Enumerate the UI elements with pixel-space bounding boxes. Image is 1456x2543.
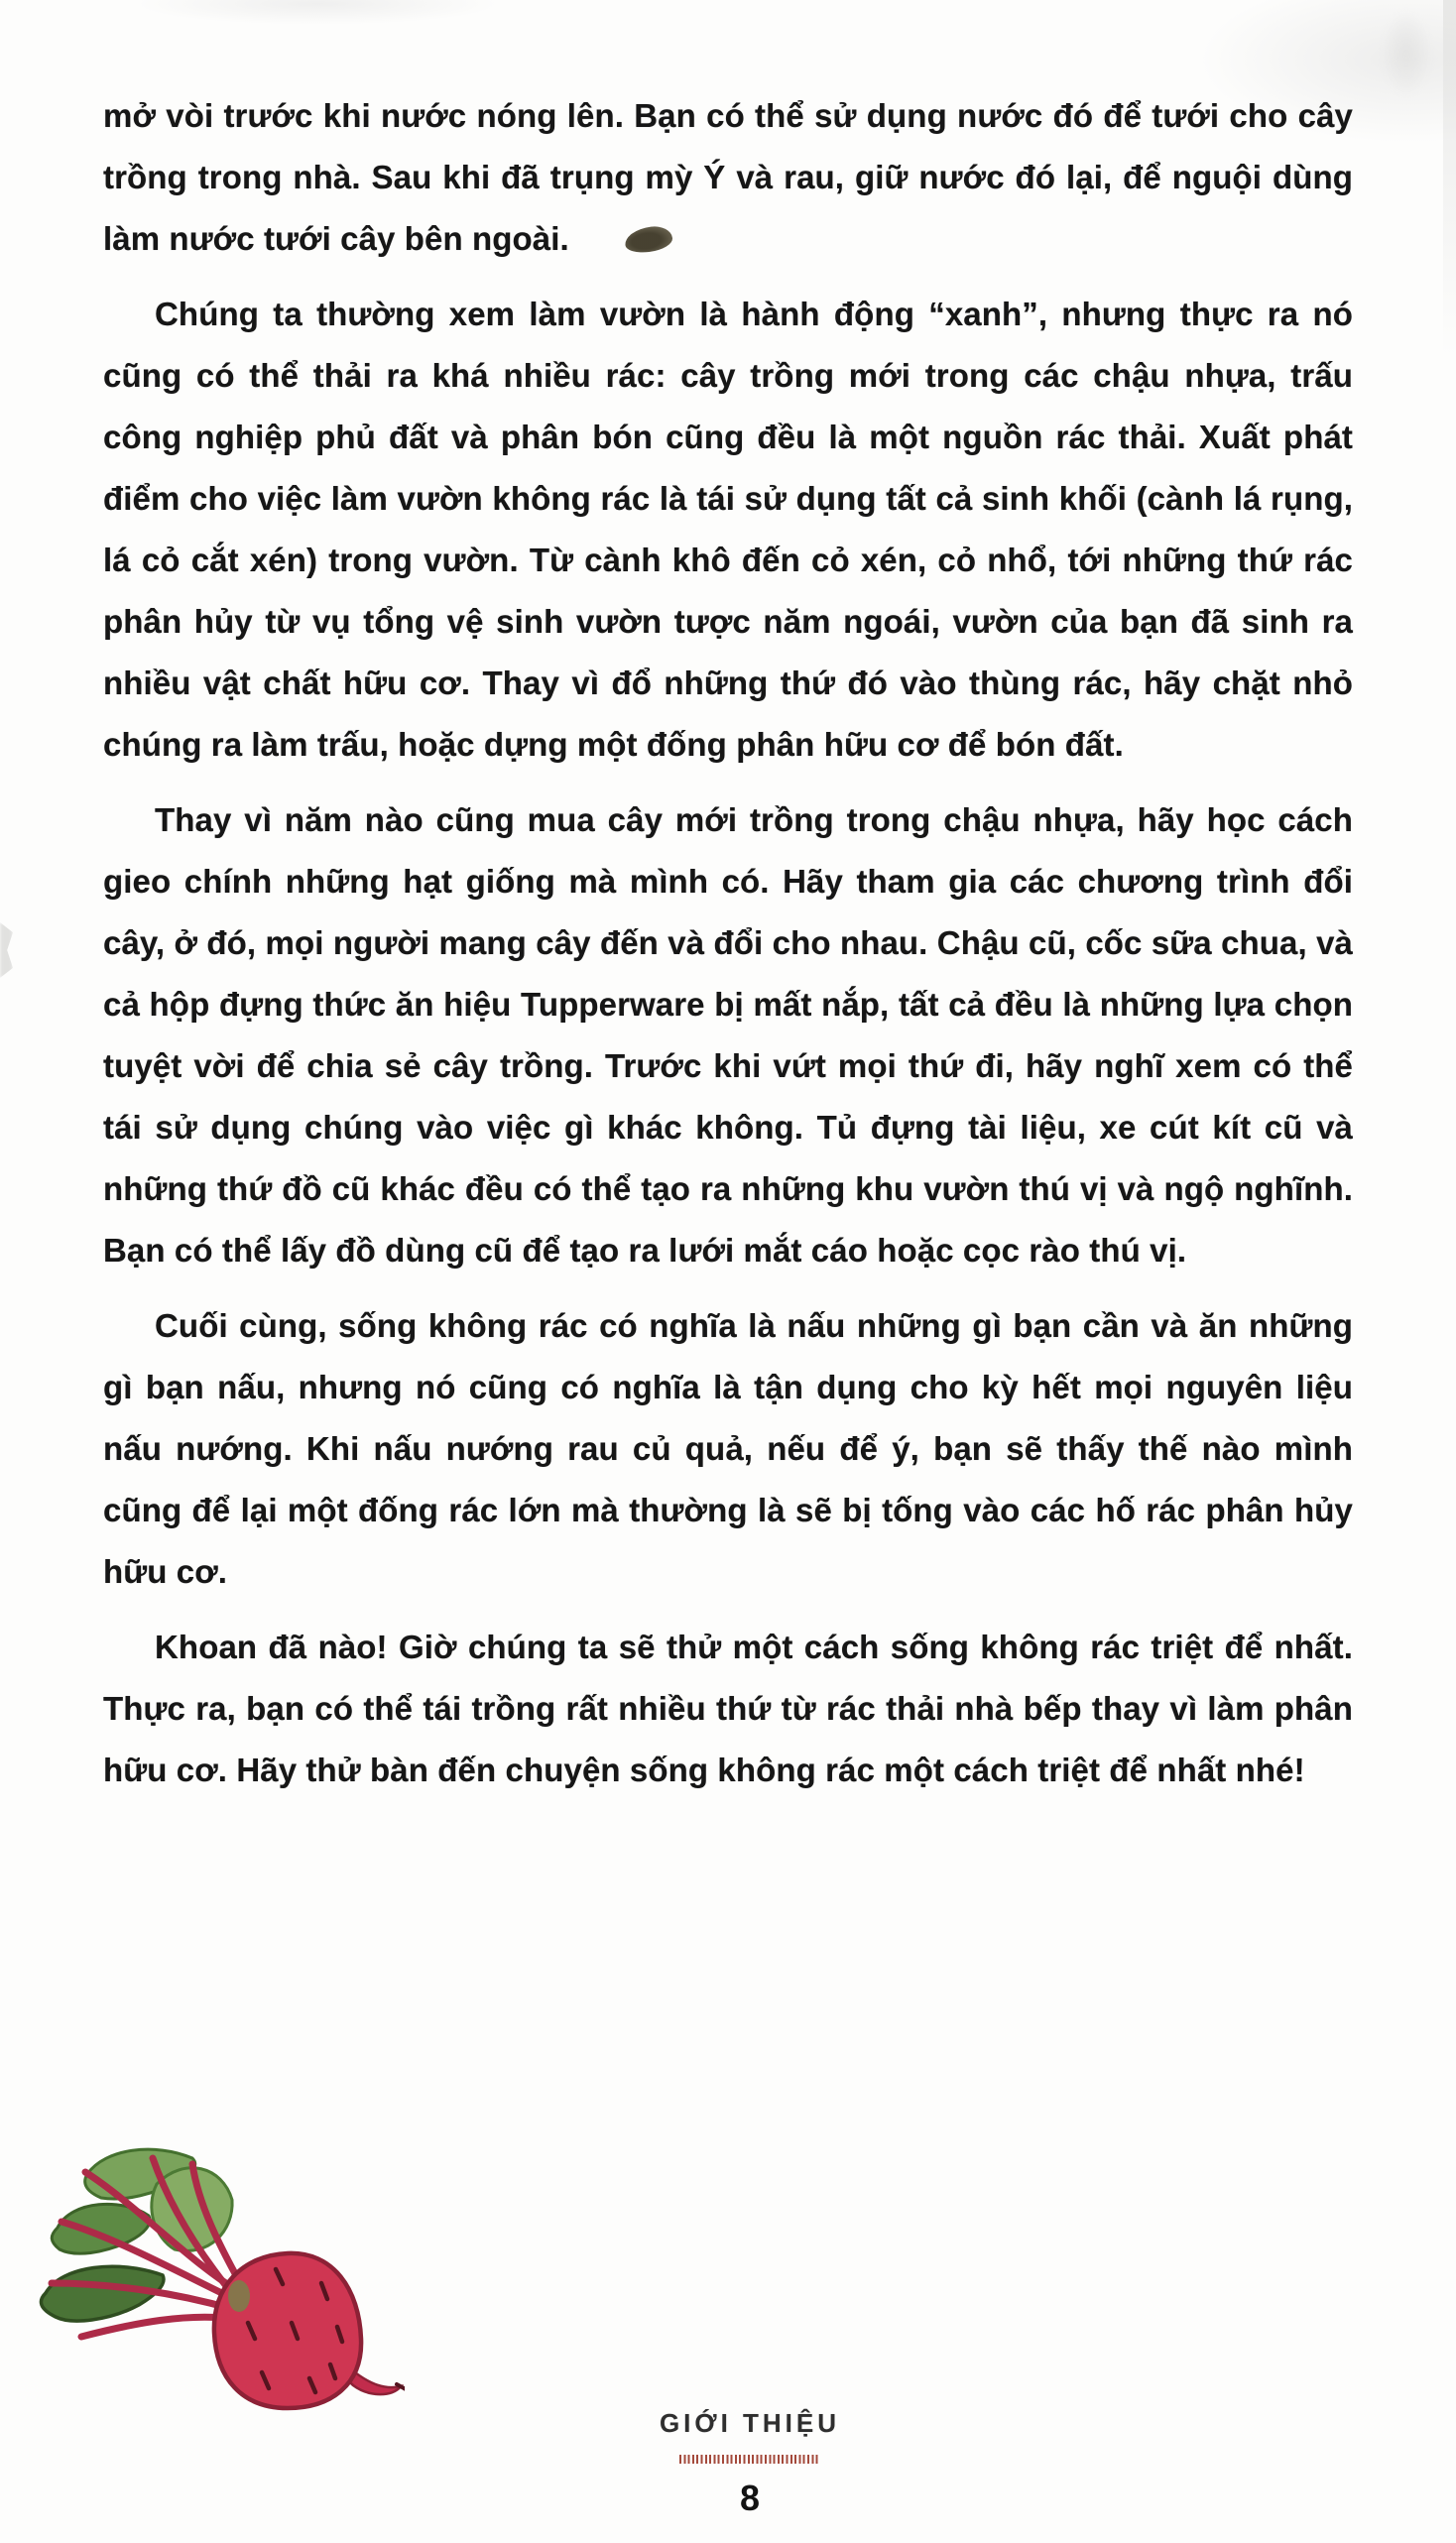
radish-illustration xyxy=(28,2142,405,2418)
section-label: GIỚI THIỆU xyxy=(659,2408,841,2438)
paragraph-text: Cuối cùng, sống không rác có nghĩa là nấu những gì bạn cần và ăn những gì bạn nấu, nhưng nó cũng có nghĩa là tận dụng cho kỳ hết mọi nguyên liệu nấu nướng. Khi nấu nướng rau củ quả, nếu để ý, bạn sẽ thấy thế nào mình cũng để lại một đống rác lớn mà thường là sẽ bị tống vào các hố rác phân hủy hữu cơ. xyxy=(103,1307,1353,1590)
scan-mark-artifact xyxy=(0,922,13,978)
paragraph xyxy=(103,1295,1353,1603)
paragraph-text: Thay vì năm nào cũng mua cây mới trồng trong chậu nhựa, hãy học cách gieo chính những hạt giống mà mình có. Hãy tham gia các chương trình đổi cây, ở đó, mọi người mang cây đến và đổi cho nhau. Chậu cũ, cốc sữa chua, và cả hộp đựng thức ăn hiệu Tupperware bị mất nắp, tất cả đều là những lựa chọn tuyệt vời để chia sẻ cây trồng. Trước khi vứt mọi thứ đi, hãy nghĩ xem có thể tái sử dụng chúng vào việc gì khác không. Tủ đựng tài liệu, xe cút kít cũ và những thứ đồ cũ khác đều có thể tạo ra những khu vườn thú vị và ngộ nghĩnh. Bạn có thể lấy đồ dùng cũ để tạo ra lưới mắt cáo hoặc cọc rào thú vị. xyxy=(103,801,1353,1269)
paragraph-text: mở vòi trước khi nước nóng lên. Bạn có thể sử dụng nước đó để tưới cho cây trồng trong nhà. Sau khi đã trụng mỳ Ý và rau, giữ nước đó lại, để nguội dùng làm nước tưới cây bên ngoài. xyxy=(103,97,1353,257)
radish-stem-base xyxy=(228,2280,250,2312)
radish-icon xyxy=(28,2142,405,2418)
paragraph-text: Chúng ta thường xem làm vườn là hành động “xanh”, nhưng thực ra nó cũng có thể thải ra khá nhiều rác: cây trồng mới trong các chậu nhựa, trấu công nghiệp phủ đất và phân bón cũng đều là một nguồn rác thải. Xuất phát điểm cho việc làm vườn không rác là tái sử dụng tất cả sinh khối (cành lá rụng, lá cỏ cắt xén) trong vườn. Từ cành khô đến cỏ xén, cỏ nhổ, tới những thứ rác phân hủy từ vụ tổng vệ sinh vườn tược năm ngoái, vườn của bạn đã sinh ra nhiều vật chất hữu cơ. Thay vì đổ những thứ đó vào thùng rác, hãy chặt nhỏ chúng ra làm trấu, hoặc dựng một đống phân hữu cơ để bón đất. xyxy=(103,296,1353,763)
page-footer xyxy=(551,2408,948,2519)
paragraph xyxy=(103,1617,1353,1801)
paragraph xyxy=(103,789,1353,1281)
footer-rule xyxy=(679,2455,820,2464)
paragraph xyxy=(103,284,1353,776)
text-column xyxy=(103,85,1353,1801)
page-number: 8 xyxy=(739,2478,761,2518)
scan-smudge-artifact xyxy=(1381,10,1432,97)
scan-edge-artifact xyxy=(1443,0,1456,357)
radish-leaves xyxy=(41,2149,232,2321)
leaf-smudge-icon xyxy=(623,224,673,255)
paragraph xyxy=(103,85,1353,270)
paragraph-text: Khoan đã nào! Giờ chúng ta sẽ thử một cách sống không rác triệt để nhất. Thực ra, bạn có thể tái trồng rất nhiều thứ từ rác thải nhà bếp thay vì làm phân hữu cơ. Hãy thử bàn đến chuyện sống không rác một cách triệt để nhất nhé! xyxy=(103,1629,1353,1788)
